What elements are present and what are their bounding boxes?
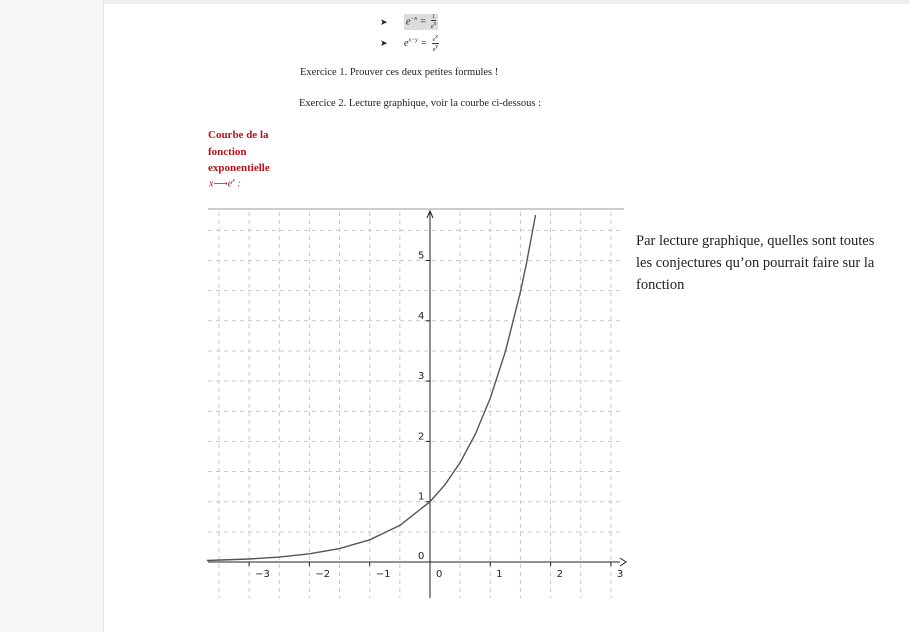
chart-axes <box>208 211 626 598</box>
exp-curve-line <box>207 215 536 561</box>
y-tick-label: 5 <box>418 250 425 262</box>
x-tick-label: −2 <box>315 569 331 580</box>
chart-tick-labels <box>249 251 623 581</box>
caption-line-1: Courbe de la <box>208 129 269 141</box>
x-tick-label: 0 <box>436 569 443 580</box>
x-tick-label: 1 <box>496 569 503 580</box>
x-axis-arrow-icon <box>620 558 626 566</box>
caption-line-3: exponentielle <box>208 162 270 174</box>
x-tick-label: 2 <box>556 569 563 580</box>
formula-2: $e^{x-y}$ = $\frac{e^x}{e^y}$ <box>404 34 438 53</box>
chart-caption <box>208 127 288 177</box>
caption-line-2: fonction <box>208 145 247 158</box>
conjecture-question: Par lecture graphique, quelles sont toutes les conjectures qu’on pourrait faire sur la fonction <box>636 233 875 293</box>
bullet-arrow-icon: ➤ <box>380 38 388 48</box>
y-tick-label: 4 <box>418 310 425 322</box>
chart-grid <box>208 212 624 598</box>
caption-mapping: $x⟶e^x$ : <box>209 178 241 190</box>
y-tick-label: 0 <box>418 551 425 562</box>
left-gutter <box>0 0 104 632</box>
y-tick-label: 3 <box>418 371 425 383</box>
bullet-arrow-icon: ➤ <box>380 16 388 27</box>
exponential-chart <box>200 200 630 600</box>
x-tick-label: −1 <box>375 569 391 580</box>
formula-1: $e^{-x}$ = $\frac{1}{e^x}$ <box>406 14 437 30</box>
formula-row-1 <box>380 14 438 30</box>
y-tick-label: 2 <box>418 431 425 443</box>
top-bar <box>0 0 909 4</box>
formula-row-2 <box>380 34 439 53</box>
x-tick-label: 3 <box>616 569 624 580</box>
y-tick-label: 1 <box>418 491 425 503</box>
exercise-2-text: Exercice 2. Lecture graphique, voir la courbe ci-dessous : <box>299 98 541 109</box>
exercise-1-text: Exercice 1. Prouver ces deux petites formules ! <box>300 67 499 78</box>
x-tick-label: −3 <box>255 569 270 580</box>
